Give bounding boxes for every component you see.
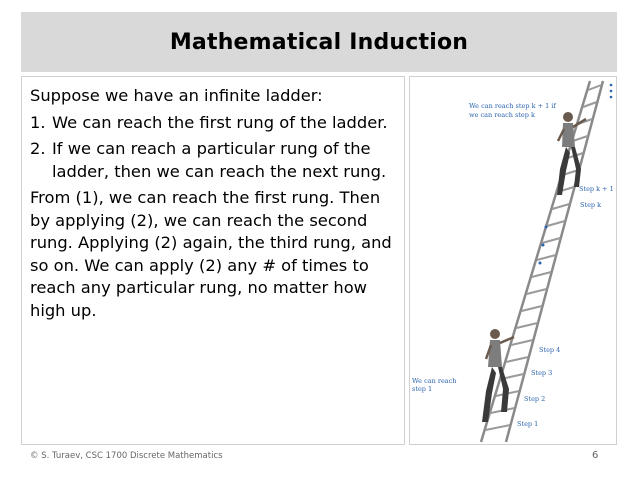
list-item-1 xyxy=(30,112,396,135)
intro-text: Suppose we have an infinite ladder: xyxy=(30,86,323,105)
dot-icon xyxy=(545,226,548,229)
content-box xyxy=(21,76,405,445)
ladder-rung xyxy=(552,204,569,209)
list-text: We can reach the first rung of the ladder. xyxy=(52,112,388,132)
label-step-4: Step 4 xyxy=(539,346,561,354)
dot-icon xyxy=(539,262,542,265)
ladder-rung xyxy=(573,136,588,141)
label-top-line-2: we can reach step k xyxy=(469,111,535,119)
label-reach-line-1: We can reach xyxy=(412,377,457,385)
ladder-rung xyxy=(516,323,537,328)
title-bar xyxy=(21,12,617,72)
ladder-illustration xyxy=(410,77,616,444)
ladder-rail-right xyxy=(506,81,603,442)
list-item-2 xyxy=(30,138,396,183)
dot-icon xyxy=(542,244,545,247)
ladder-rung xyxy=(583,102,597,107)
ladder-rung xyxy=(506,357,528,362)
label-reach-line-2: step 1 xyxy=(412,385,433,393)
ladder-rung xyxy=(542,238,560,243)
ladder-figure xyxy=(409,76,617,445)
ladder-rung xyxy=(547,221,565,226)
label-step-1: Step 1 xyxy=(517,420,539,428)
page-number: 6 xyxy=(592,450,599,461)
label-top-line-1: We can reach step k + 1 if xyxy=(469,102,556,110)
ladder-rung xyxy=(537,255,556,260)
ladder-rung xyxy=(521,306,542,311)
dot-icon xyxy=(610,96,613,99)
ladder-rung xyxy=(532,272,551,277)
list-text: If we can reach a particular rung of the ladder, then we can reach the next rung. xyxy=(52,139,387,181)
ladder-rung xyxy=(486,425,511,430)
label-step-k: Step k xyxy=(580,201,602,209)
climber-bottom-figure xyxy=(482,329,514,422)
dot-icon xyxy=(610,90,613,93)
ladder-rung xyxy=(588,85,601,90)
slide-title: Mathematical Induction xyxy=(169,29,469,55)
list-number: 1. xyxy=(30,112,46,132)
list-number: 2. xyxy=(30,139,46,158)
label-step-k-plus-1: Step k + 1 xyxy=(579,185,614,193)
ladder-rung xyxy=(527,289,547,294)
dot-icon xyxy=(610,84,613,87)
footer-text: © S. Turaev, CSC 1700 Discrete Mathematics xyxy=(30,451,223,461)
label-step-2: Step 2 xyxy=(524,395,546,403)
conclusion-text: From (1), we can reach the first rung. Then by applying (2), we can reach the second rung. Applying (2) again, the third rung, and so on. We can apply (2) any # of times to reach any particular rung, no matter how high up. xyxy=(30,188,392,320)
label-step-3: Step 3 xyxy=(531,369,553,377)
ladder-rung xyxy=(511,340,533,345)
